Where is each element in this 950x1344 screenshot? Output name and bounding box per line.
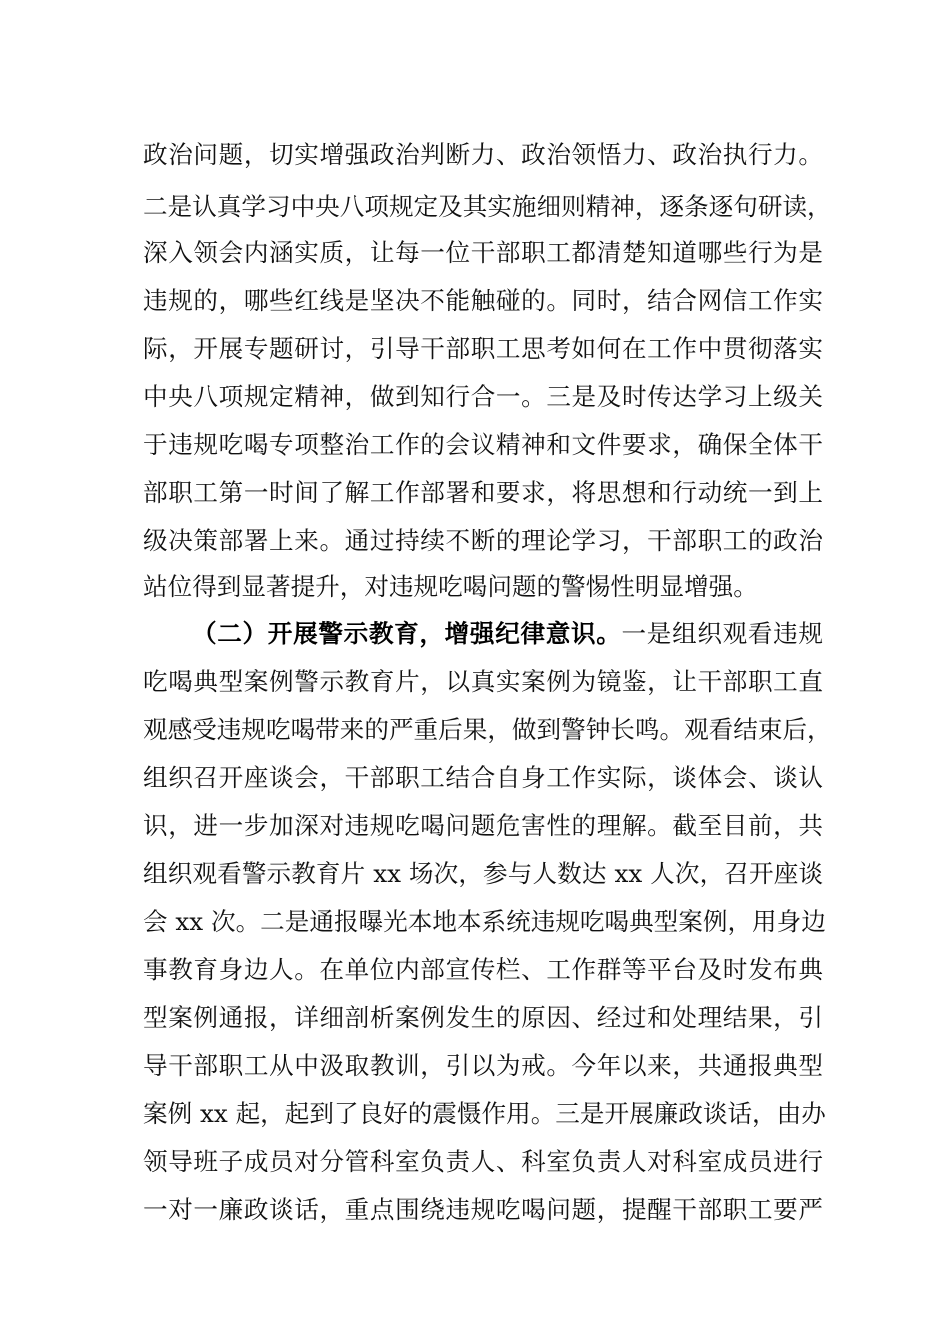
paragraph-line: 型案例通报，详细剖析案例发生的原因、经过和处理结果，引 — [143, 1003, 823, 1032]
paragraph-line: 一对一廉政谈话，重点围绕违规吃喝问题，提醒干部职工要严 — [143, 1195, 823, 1224]
section-first-line — [192, 608, 823, 660]
paragraph-line: 案例 xx 起，起到了良好的震慑作用。三是开展廉政谈话，由办 — [143, 1099, 826, 1128]
section-heading: （二）开展警示教育，增强纪律意识。 — [192, 619, 622, 648]
paragraph-line: 观感受违规吃喝带来的严重后果，做到警钟长鸣。观看结束后， — [143, 715, 832, 744]
paragraph-line: 深入领会内涵实质，让每一位干部职工都清楚知道哪些行为是 — [143, 238, 823, 267]
paragraph-line: 于违规吃喝专项整治工作的会议精神和文件要求，确保全体干 — [143, 430, 823, 459]
paragraph-line: 事教育身边人。在单位内部宣传栏、工作群等平台及时发布典 — [143, 955, 823, 984]
paragraph-line: 二是认真学习中央八项规定及其实施细则精神，逐条逐句研读， — [143, 192, 832, 221]
paragraph-line: 部职工第一时间了解工作部署和要求，将思想和行动统一到上 — [143, 478, 823, 507]
paragraph-line: 违规的，哪些红线是坚决不能触碰的。同时，结合网信工作实 — [143, 286, 823, 315]
paragraph-line: 组织观看警示教育片 xx 场次，参与人数达 xx 人次，召开座谈 — [143, 859, 823, 888]
paragraph-line: 识，进一步加深对违规吃喝问题危害性的理解。截至目前，共 — [143, 811, 823, 840]
paragraph-line: 导干部职工从中汲取教训，引以为戒。今年以来，共通报典型 — [143, 1051, 823, 1080]
paragraph-line: 站位得到显著提升，对违规吃喝问题的警惕性明显增强。 — [143, 572, 758, 601]
paragraph-line: 中央八项规定精神，做到知行合一。三是及时传达学习上级关 — [143, 382, 823, 411]
section-first-line-rest: 一是组织观看违规 — [621, 619, 823, 648]
paragraph-line: 际，开展专题研讨，引导干部职工思考如何在工作中贯彻落实 — [143, 334, 823, 363]
paragraph-line: 组织召开座谈会，干部职工结合自身工作实际，谈体会、谈认 — [143, 763, 823, 792]
paragraph-line: 会 xx 次。二是通报曝光本地本系统违规吃喝典型案例，用身边 — [143, 907, 826, 936]
paragraph-line: 领导班子成员对分管科室负责人、科室负责人对科室成员进行 — [143, 1147, 823, 1176]
paragraph-line: 级决策部署上来。通过持续不断的理论学习，干部职工的政治 — [143, 526, 823, 555]
paragraph-line: 吃喝典型案例警示教育片，以真实案例为镜鉴，让干部职工直 — [143, 667, 823, 696]
paragraph-line: 政治问题，切实增强政治判断力、政治领悟力、政治执行力。 — [143, 140, 823, 169]
